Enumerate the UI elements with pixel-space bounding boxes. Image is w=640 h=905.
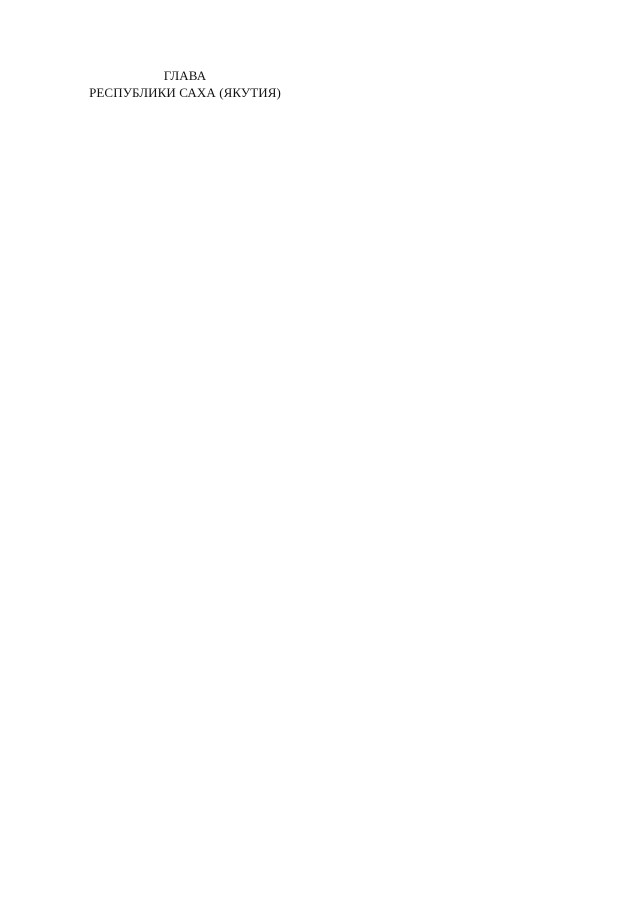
issuer-title-ru: ГЛАВА	[163, 68, 207, 83]
issuer-republic-ru: РЕСПУБЛИКИ САХА (ЯКУТИЯ)	[89, 85, 281, 100]
issuer-header-ru	[60, 67, 310, 101]
